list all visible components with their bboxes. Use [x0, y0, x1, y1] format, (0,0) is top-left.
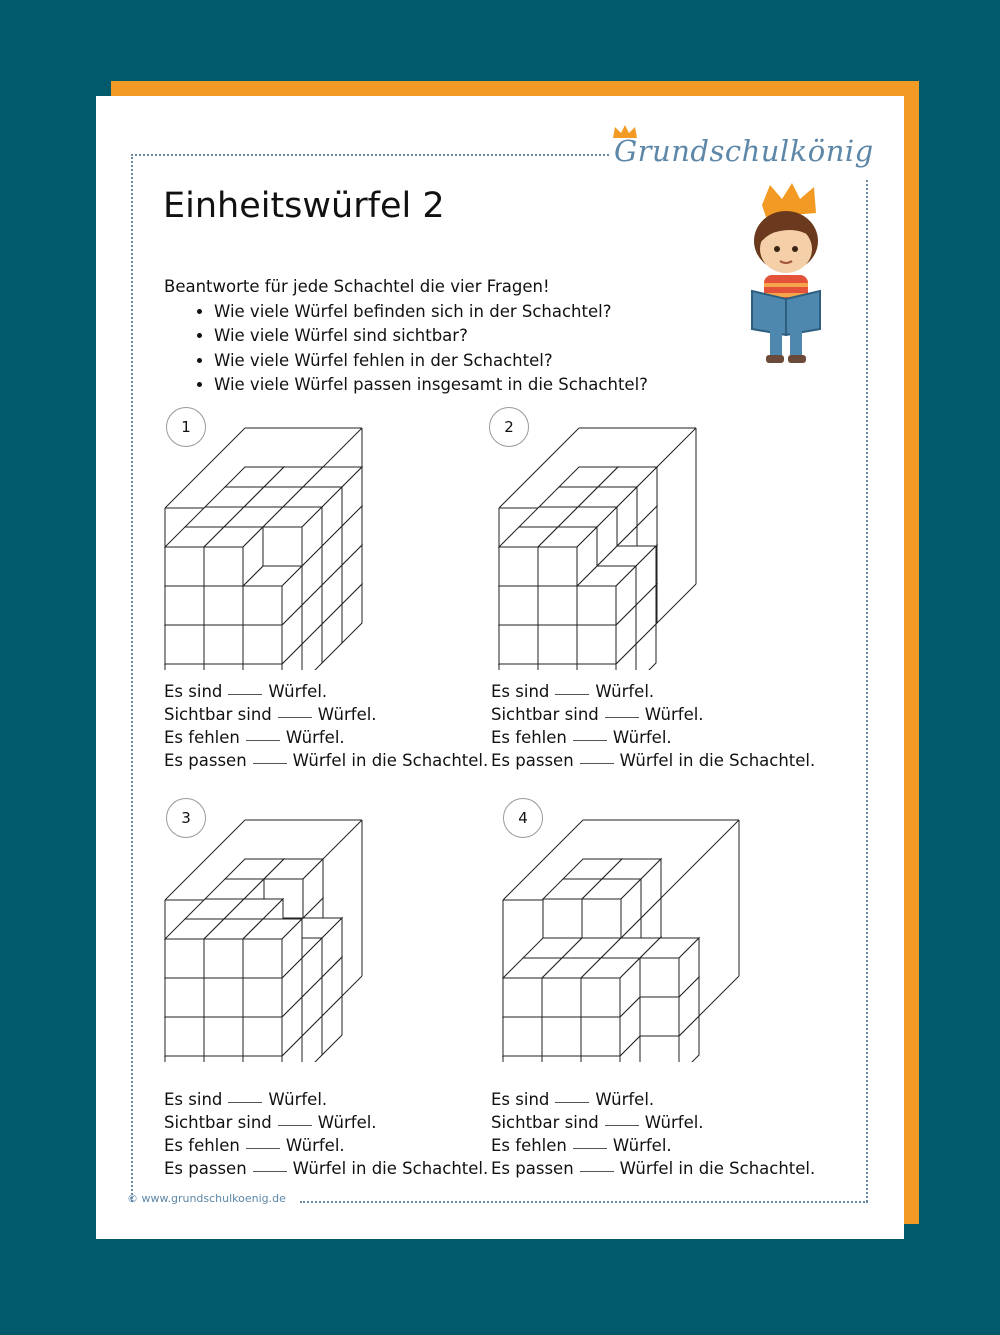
dotted-border-top: [131, 154, 609, 156]
answer-block: [491, 1088, 815, 1180]
answer-label: Es sind: [164, 1090, 223, 1109]
answer-blank[interactable]: [246, 740, 280, 741]
dotted-border-right: [866, 180, 868, 1202]
answer-blank[interactable]: [246, 1148, 280, 1149]
answer-blank[interactable]: [555, 694, 589, 695]
answer-label: Es sind: [491, 682, 550, 701]
answer-blank[interactable]: [573, 1148, 607, 1149]
footer-website: © www.grundschulkoenig.de: [127, 1192, 286, 1205]
page-title: Einheitswürfel 2: [163, 186, 445, 226]
answer-block: [164, 1088, 488, 1180]
answer-blank[interactable]: [228, 694, 262, 695]
answer-label: Würfel.: [285, 1136, 345, 1155]
answer-blank[interactable]: [580, 763, 614, 764]
question-list: [164, 300, 648, 398]
answer-blank[interactable]: [228, 1102, 262, 1103]
answer-label: Sichtbar sind: [164, 705, 272, 724]
answer-label: Würfel.: [595, 682, 655, 701]
answer-label: Würfel.: [612, 1136, 672, 1155]
answer-block: [164, 680, 488, 772]
answer-label: Würfel.: [268, 682, 328, 701]
answer-label: Würfel in die Schachtel.: [292, 1159, 489, 1178]
answer-label: Es fehlen: [164, 728, 240, 747]
answer-blank[interactable]: [278, 1125, 312, 1126]
answer-blank[interactable]: [555, 1102, 589, 1103]
question-item: • Wie viele Würfel fehlen in der Schachtel?: [214, 349, 648, 374]
answer-blank[interactable]: [278, 717, 312, 718]
answer-label: Es passen: [491, 1159, 574, 1178]
answer-label: Sichtbar sind: [164, 1113, 272, 1132]
question-item: • Wie viele Würfel befinden sich in der Schachtel?: [214, 300, 648, 325]
reading-boy-illustration: [740, 183, 832, 365]
answer-label: Es passen: [164, 751, 247, 770]
task-number-badge: 4: [503, 798, 543, 838]
instructions: [164, 275, 648, 398]
answer-label: Es fehlen: [491, 728, 567, 747]
answer-blank[interactable]: [580, 1171, 614, 1172]
answer-label: Sichtbar sind: [491, 1113, 599, 1132]
answer-label: Würfel in die Schachtel.: [619, 1159, 816, 1178]
task-number-badge: 3: [166, 798, 206, 838]
answer-label: Würfel.: [612, 728, 672, 747]
task-number-badge: 2: [489, 407, 529, 447]
answer-label: Würfel.: [644, 1113, 704, 1132]
answer-label: Sichtbar sind: [491, 705, 599, 724]
answer-label: Würfel in die Schachtel.: [292, 751, 489, 770]
answer-label: Würfel in die Schachtel.: [619, 751, 816, 770]
answer-blank[interactable]: [605, 717, 639, 718]
cube-box-figure: [160, 420, 370, 670]
question-item: • Wie viele Würfel sind sichtbar?: [214, 324, 648, 349]
dotted-border-left: [131, 154, 133, 1202]
task-number-badge: 1: [166, 407, 206, 447]
answer-label: Es sind: [164, 682, 223, 701]
cube-box-figure: [494, 420, 739, 670]
answer-label: Würfel.: [317, 705, 377, 724]
answer-label: Es sind: [491, 1090, 550, 1109]
answer-label: Es fehlen: [164, 1136, 240, 1155]
answer-label: Es passen: [164, 1159, 247, 1178]
cube-box-figure: [498, 812, 743, 1062]
answer-label: Würfel.: [644, 705, 704, 724]
answer-blank[interactable]: [253, 763, 287, 764]
answer-label: Würfel.: [285, 728, 345, 747]
answer-block: [491, 680, 815, 772]
answer-label: Es fehlen: [491, 1136, 567, 1155]
answer-blank[interactable]: [573, 740, 607, 741]
instructions-text: Beantworte für jede Schachtel die vier Fragen!: [164, 277, 550, 296]
answer-label: Würfel.: [268, 1090, 328, 1109]
dotted-border-bottom: [300, 1201, 868, 1203]
question-item: • Wie viele Würfel passen insgesamt in die Schachtel?: [214, 373, 648, 398]
answer-blank[interactable]: [605, 1125, 639, 1126]
answer-label: Würfel.: [595, 1090, 655, 1109]
brand-logo: Grundschulkönig: [614, 134, 874, 168]
answer-label: Würfel.: [317, 1113, 377, 1132]
cube-box-figure: [160, 812, 405, 1062]
answer-label: Es passen: [491, 751, 574, 770]
answer-blank[interactable]: [253, 1171, 287, 1172]
